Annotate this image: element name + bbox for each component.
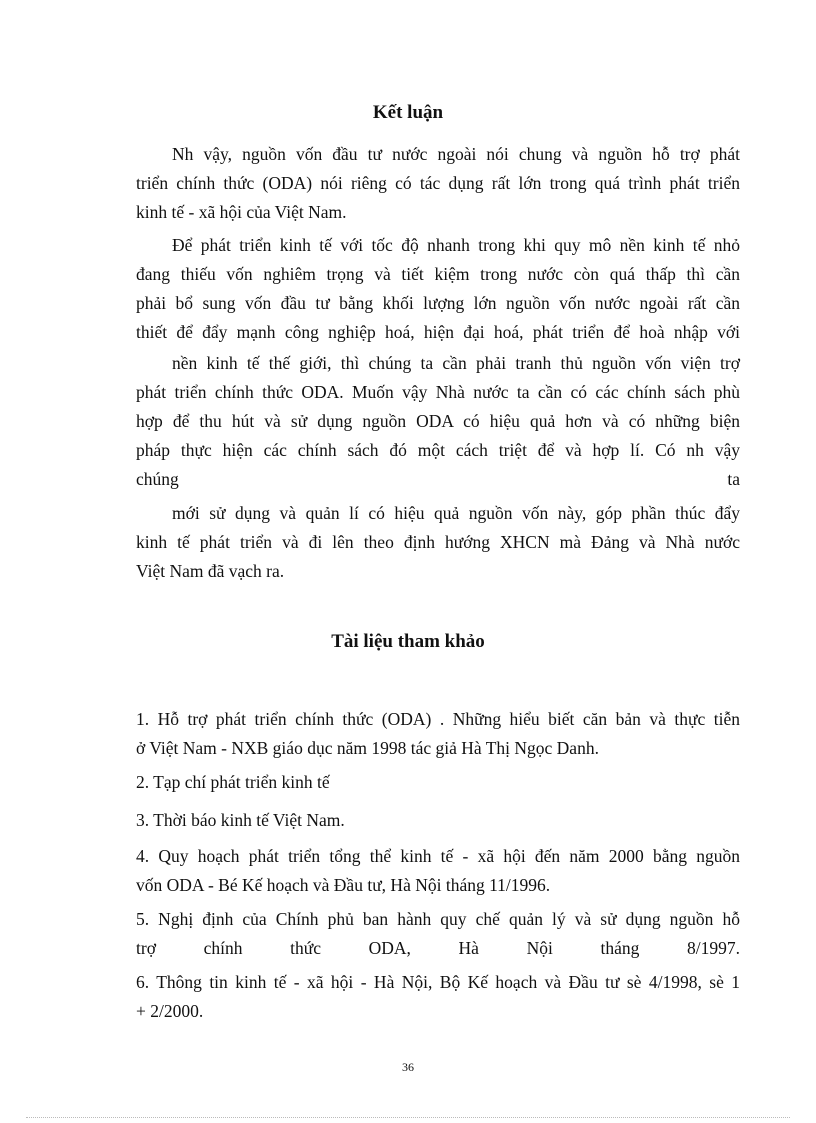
- reference-item-4: [136, 842, 740, 900]
- text-line: nền kinh tế thế giới, thì chúng ta cần phải tranh thủ nguồn vốn viện trợ: [172, 353, 740, 373]
- text-line: trợ chính thức ODA, Hà Nội tháng 8/1997.: [136, 938, 740, 958]
- text-line: phải bổ sung vốn đầu tư bằng khối lượng lớn nguồn vốn nước ngoài rất cần: [136, 293, 740, 313]
- text-line: + 2/2000.: [136, 1001, 204, 1021]
- text-line: mới sử dụng và quản lí có hiệu quả nguồn vốn này, góp phần thúc đẩy: [172, 503, 740, 523]
- reference-item-2: [136, 768, 740, 797]
- conclusion-title: Kết luận: [372, 102, 444, 123]
- reference-item-3: [136, 806, 740, 835]
- text-line: 6. Thông tin kinh tế - xã hội - Hà Nội, Bộ Kế hoạch và Đầu tư sè 4/1998, sè 1: [136, 972, 740, 992]
- conclusion-paragraph-4: [136, 499, 740, 586]
- text-line: phát triển chính thức ODA. Muốn vậy Nhà nước ta cần có các chính sách phù: [136, 382, 740, 402]
- text-line: kinh tế phát triển và đi lên theo định hướng XHCN mà Đảng và Nhà nước: [136, 532, 740, 552]
- page-number: 36: [402, 1060, 414, 1074]
- references-title: Tài liệu tham khảo: [331, 631, 485, 652]
- text-line: 5. Nghị định của Chính phủ ban hành quy chế quản lý và sử dụng nguồn hỗ: [136, 909, 740, 929]
- text-line: 3. Thời báo kinh tế Việt Nam.: [136, 810, 345, 830]
- conclusion-paragraph-3: [136, 349, 740, 494]
- reference-item-6: [136, 968, 740, 1026]
- conclusion-paragraph-1: [136, 140, 740, 227]
- text-line: thiết để đẩy mạnh công nghiệp hoá, hiện đại hoá, phát triển để hoà nhập với: [136, 322, 740, 342]
- text-line: đang thiếu vốn nghiêm trọng và tiết kiệm trong nước còn quá thấp thì cần: [136, 264, 740, 284]
- text-line: 4. Quy hoạch phát triển tổng thể kinh tế - xã hội đến năm 2000 bằng nguồn: [136, 846, 740, 866]
- text-line: vốn ODA - Bé Kế hoạch và Đầu tư, Hà Nội tháng 11/1996.: [136, 875, 551, 895]
- text-line: ở Việt Nam - NXB giáo dục năm 1998 tác giả Hà Thị Ngọc Danh.: [136, 738, 599, 758]
- text-line: triển chính thức (ODA) nói riêng có tác dụng rất lớn trong quá trình phát triển: [136, 173, 740, 193]
- text-line: 1. Hỗ trợ phát triển chính thức (ODA) . Những hiểu biết căn bản và thực tiễn: [136, 709, 740, 729]
- conclusion-paragraph-2: [136, 231, 740, 347]
- reference-item-1: [136, 705, 740, 763]
- text-line: pháp thực hiện các chính sách đó một cách triệt để và hợp lí. Có nh vậy: [136, 440, 740, 460]
- reference-item-5: [136, 905, 740, 963]
- text-line: chúng ta: [136, 469, 740, 489]
- page-border-divider: [26, 1117, 790, 1118]
- text-line: 2. Tạp chí phát triển kinh tế: [136, 772, 330, 792]
- text-line: kinh tế - xã hội của Việt Nam.: [136, 202, 347, 222]
- text-line: Nh vậy, nguồn vốn đầu tư nước ngoài nói chung và nguồn hỗ trợ phát: [172, 144, 740, 164]
- text-line: hợp để thu hút và sử dụng nguồn ODA có hiệu quả hơn và có những biện: [136, 411, 740, 431]
- text-line: Việt Nam đã vạch ra.: [136, 561, 285, 581]
- text-line: Để phát triển kinh tế với tốc độ nhanh trong khi quy mô nền kinh tế nhỏ: [172, 235, 740, 255]
